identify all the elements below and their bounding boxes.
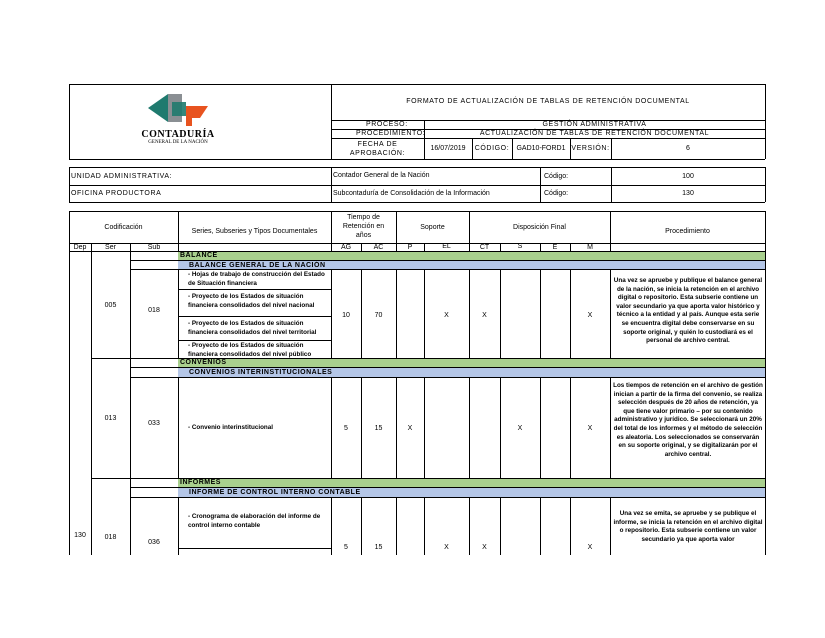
s-mark: X [517, 425, 523, 432]
col-header-soporte: Soporte [420, 224, 445, 231]
oficina-codigo-value: 130 [682, 190, 694, 197]
col-header-p: P [407, 244, 413, 251]
col-header-procedimiento: Procedimiento [665, 228, 710, 235]
document-type: - Cronograma de elaboración del informe de control interno contable [188, 513, 321, 529]
m-mark: X [587, 425, 593, 432]
series-bar-balance [178, 251, 765, 260]
col-header-ag: AG [340, 244, 352, 251]
procedimiento-value: ACTUALIZACIÓN DE TABLAS DE RETENCIÓN DOCUMENTAL [479, 130, 710, 137]
proceso-label: PROCESO: [366, 121, 408, 128]
unidad-codigo-value: 100 [682, 173, 694, 180]
document-type: - Proyecto de los Estados de situación financiera consolidados del nivel público [188, 342, 312, 358]
col-header-ser: Ser [105, 244, 116, 251]
unidad-value: Contador General de la Nación [333, 172, 430, 179]
ser-code: 005 [104, 302, 117, 309]
m-mark: X [587, 544, 593, 551]
page-cutoff [0, 555, 825, 638]
p-mark: X [407, 425, 413, 432]
series-bar-informes [178, 478, 765, 487]
document-type: - Proyecto de los Estados de situación financiera consolidados del nivel nacional [188, 293, 315, 309]
fecha-label [331, 140, 424, 158]
ct-mark: X [482, 312, 487, 319]
series-title: BALANCE [180, 252, 218, 259]
tiempo-line1: Tiempo de [347, 214, 380, 221]
ac-value: 15 [374, 425, 383, 432]
logo [126, 92, 226, 145]
logo-subtext: GENERAL DE LA NACIÓN [148, 140, 208, 145]
series-title: INFORMES [180, 479, 221, 486]
m-mark: X [587, 312, 593, 319]
ag-value: 5 [344, 425, 348, 432]
sub-code: 036 [148, 539, 160, 546]
procedimiento-label: PROCEDIMIENTO: [356, 130, 426, 137]
series-bar-convenios [178, 358, 765, 367]
procedimiento-text: Los tiempos de retención en el archivo de gestión inician a partir de la firma del convenio, se realiza selección después de 20 años de retención, ya que tiene valor primario – por su contenido administrativo y jurídico. Se seleccionará un 20% del total de los informes y el método de selección es aleatoria. Los seleccionados se conservarán en su soporte original, y se digitalizarán por el archivo central. [613, 382, 763, 458]
sub-code: 033 [148, 420, 160, 427]
el-mark: X [444, 544, 449, 551]
col-header-disposicion: Disposición Final [513, 224, 566, 231]
col-header-tiempo [331, 213, 396, 240]
fecha-label-line2: APROBACIÓN: [349, 150, 406, 157]
subseries-title: BALANCE GENERAL DE LA NACIÓN [189, 262, 326, 269]
fecha-value: 16/07/2019 [430, 145, 466, 152]
oficina-label: OFICINA PRODUCTORA [71, 190, 162, 197]
fecha-label-line1: FECHA DE [357, 141, 398, 148]
document-type: - Convenio interinstitucional [188, 424, 274, 431]
col-header-ct: CT [479, 244, 490, 251]
col-header-dep: Dep [73, 244, 87, 251]
ac-value: 70 [374, 312, 383, 319]
version-label: VERSIÓN: [571, 145, 610, 152]
el-mark: X [444, 312, 449, 319]
codigo-label: CÓDIGO: [474, 145, 510, 152]
oficina-value: Subcontaduría de Consolidación de la Información [333, 190, 490, 197]
ser-code: 013 [104, 415, 117, 422]
ser-code: 018 [104, 534, 117, 541]
col-header-el: EL [442, 243, 451, 250]
ac-value: 15 [374, 544, 383, 551]
col-header-e: E [552, 244, 558, 251]
unidad-codigo-label: Código: [544, 173, 569, 180]
document-type: - Proyecto de los Estados de situación financiera consolidados del nivel territorial [188, 320, 317, 336]
version-value: 6 [686, 145, 690, 152]
ct-mark: X [482, 544, 487, 551]
procedimiento-text: Una vez se apruebe y publique el balance general de la nación, se inicia la retención en el archivo digital o repositorio. Esta subserie contiene un valor secundario ya que aporta valor histórico y técnico a la entidad y al país. Aunque esta serie se encuentra digital debe conservarse en su soporte original, y quién lo custodiará es el personal de archivo central. [613, 277, 763, 345]
procedimiento-text: Una vez se emita, se apruebe y se publique el informe, se inicia la retención en el archivo digital o repositorio. Esta subserie contiene un valor secundario ya que aporta valor [613, 510, 763, 543]
col-header-sub: Sub [147, 244, 161, 251]
document-type: - Hojas de trabajo de construcción del Estado de Situación financiera [188, 271, 325, 287]
col-header-s: S [517, 243, 523, 250]
col-header-m: M [587, 244, 593, 251]
col-header-ac: AC [373, 244, 384, 251]
ag-value: 5 [344, 544, 348, 551]
oficina-codigo-label: Código: [544, 190, 569, 197]
series-title: CONVENIOS [180, 359, 227, 366]
col-header-codificacion: Codificación [104, 224, 143, 231]
unidad-label: UNIDAD ADMINISTRATIVA: [71, 173, 173, 180]
format-title: FORMATO DE ACTUALIZACIÓN DE TABLAS DE RETENCIÓN DOCUMENTAL [406, 98, 690, 105]
logo-text: CONTADURÍA [141, 129, 215, 140]
dep-code: 130 [74, 532, 86, 539]
sub-code: 018 [148, 307, 160, 314]
tiempo-line2: Retención en [342, 223, 385, 230]
col-header-series: Series, Subseries y Tipos Documentales [191, 228, 318, 235]
subseries-title: CONVENIOS INTERINSTITUCIONALES [189, 369, 333, 376]
ag-value: 10 [342, 312, 350, 319]
tiempo-line3: años [355, 232, 372, 239]
proceso-value: GESTIÓN ADMINISTRATIVA [542, 121, 647, 128]
codigo-value: GAD10-FORD1 [516, 145, 566, 152]
subseries-title: INFORME DE CONTROL INTERNO CONTABLE [189, 489, 361, 496]
